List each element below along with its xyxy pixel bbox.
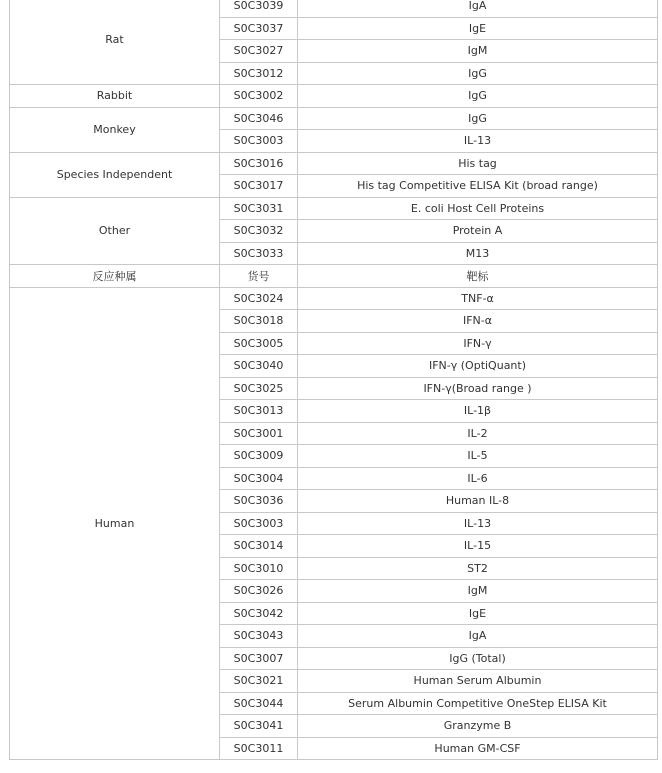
target-cell: IgM xyxy=(298,580,658,603)
catalog-number-cell: S0C3021 xyxy=(220,670,298,693)
product-table xyxy=(9,0,658,760)
catalog-number-cell: S0C3032 xyxy=(220,220,298,243)
catalog-number-cell: S0C3012 xyxy=(220,62,298,85)
catalog-number-cell: S0C3025 xyxy=(220,377,298,400)
table-row xyxy=(10,287,658,310)
target-cell: IgA xyxy=(298,0,658,17)
catalog-number-cell: S0C3018 xyxy=(220,310,298,333)
target-cell: TNF-α xyxy=(298,287,658,310)
catalog-number-cell: S0C3026 xyxy=(220,580,298,603)
target-cell: IgE xyxy=(298,602,658,625)
target-cell: IL-13 xyxy=(298,130,658,153)
catalog-number-cell: S0C3004 xyxy=(220,467,298,490)
header-catalog-number: 货号 xyxy=(220,265,298,288)
target-cell: IL-1β xyxy=(298,400,658,423)
target-cell: IL-13 xyxy=(298,512,658,535)
catalog-number-cell: S0C3033 xyxy=(220,242,298,265)
target-cell: E. coli Host Cell Proteins xyxy=(298,197,658,220)
target-cell: Human Serum Albumin xyxy=(298,670,658,693)
target-cell: M13 xyxy=(298,242,658,265)
catalog-number-cell: S0C3013 xyxy=(220,400,298,423)
target-cell: IL-2 xyxy=(298,422,658,445)
target-cell: His tag Competitive ELISA Kit (broad range) xyxy=(298,175,658,198)
table-row xyxy=(10,85,658,108)
catalog-number-cell: S0C3044 xyxy=(220,692,298,715)
product-table-container xyxy=(9,0,657,760)
catalog-number-cell: S0C3042 xyxy=(220,602,298,625)
target-cell: IL-15 xyxy=(298,535,658,558)
target-cell: IgA xyxy=(298,625,658,648)
target-cell: IgM xyxy=(298,40,658,63)
species-cell: Other xyxy=(10,197,220,265)
target-cell: ST2 xyxy=(298,557,658,580)
catalog-number-cell: S0C3037 xyxy=(220,17,298,40)
target-cell: Human GM-CSF xyxy=(298,737,658,760)
catalog-number-cell: S0C3009 xyxy=(220,445,298,468)
catalog-number-cell: S0C3031 xyxy=(220,197,298,220)
catalog-number-cell: S0C3014 xyxy=(220,535,298,558)
catalog-number-cell: S0C3005 xyxy=(220,332,298,355)
table-row xyxy=(10,0,658,17)
target-cell: IFN-γ (OptiQuant) xyxy=(298,355,658,378)
target-cell: IgG xyxy=(298,85,658,108)
catalog-number-cell: S0C3011 xyxy=(220,737,298,760)
catalog-number-cell: S0C3041 xyxy=(220,715,298,738)
table-row xyxy=(10,152,658,175)
catalog-number-cell: S0C3040 xyxy=(220,355,298,378)
target-cell: IL-5 xyxy=(298,445,658,468)
catalog-number-cell: S0C3039 xyxy=(220,0,298,17)
catalog-number-cell: S0C3002 xyxy=(220,85,298,108)
catalog-number-cell: S0C3043 xyxy=(220,625,298,648)
species-cell: Rat xyxy=(10,0,220,85)
header-species: 反应种属 xyxy=(10,265,220,288)
header-target: 靶标 xyxy=(298,265,658,288)
species-cell: Rabbit xyxy=(10,85,220,108)
catalog-number-cell: S0C3010 xyxy=(220,557,298,580)
target-cell: Human IL-8 xyxy=(298,490,658,513)
catalog-number-cell: S0C3003 xyxy=(220,512,298,535)
table-row xyxy=(10,197,658,220)
target-cell: Serum Albumin Competitive OneStep ELISA Kit xyxy=(298,692,658,715)
species-cell: Monkey xyxy=(10,107,220,152)
catalog-number-cell: S0C3036 xyxy=(220,490,298,513)
catalog-number-cell: S0C3001 xyxy=(220,422,298,445)
target-cell: His tag xyxy=(298,152,658,175)
target-cell: IgG xyxy=(298,107,658,130)
catalog-number-cell: S0C3007 xyxy=(220,647,298,670)
catalog-number-cell: S0C3003 xyxy=(220,130,298,153)
target-cell: IgE xyxy=(298,17,658,40)
target-cell: Protein A xyxy=(298,220,658,243)
catalog-number-cell: S0C3017 xyxy=(220,175,298,198)
target-cell: IFN-α xyxy=(298,310,658,333)
target-cell: IFN-γ(Broad range ) xyxy=(298,377,658,400)
target-cell: IgG xyxy=(298,62,658,85)
target-cell: Granzyme B xyxy=(298,715,658,738)
species-cell: Species Independent xyxy=(10,152,220,197)
target-cell: IL-6 xyxy=(298,467,658,490)
catalog-number-cell: S0C3027 xyxy=(220,40,298,63)
catalog-number-cell: S0C3024 xyxy=(220,287,298,310)
table-row xyxy=(10,107,658,130)
catalog-number-cell: S0C3046 xyxy=(220,107,298,130)
table-header-row xyxy=(10,265,658,288)
catalog-number-cell: S0C3016 xyxy=(220,152,298,175)
target-cell: IgG (Total) xyxy=(298,647,658,670)
target-cell: IFN-γ xyxy=(298,332,658,355)
species-cell: Human xyxy=(10,287,220,760)
